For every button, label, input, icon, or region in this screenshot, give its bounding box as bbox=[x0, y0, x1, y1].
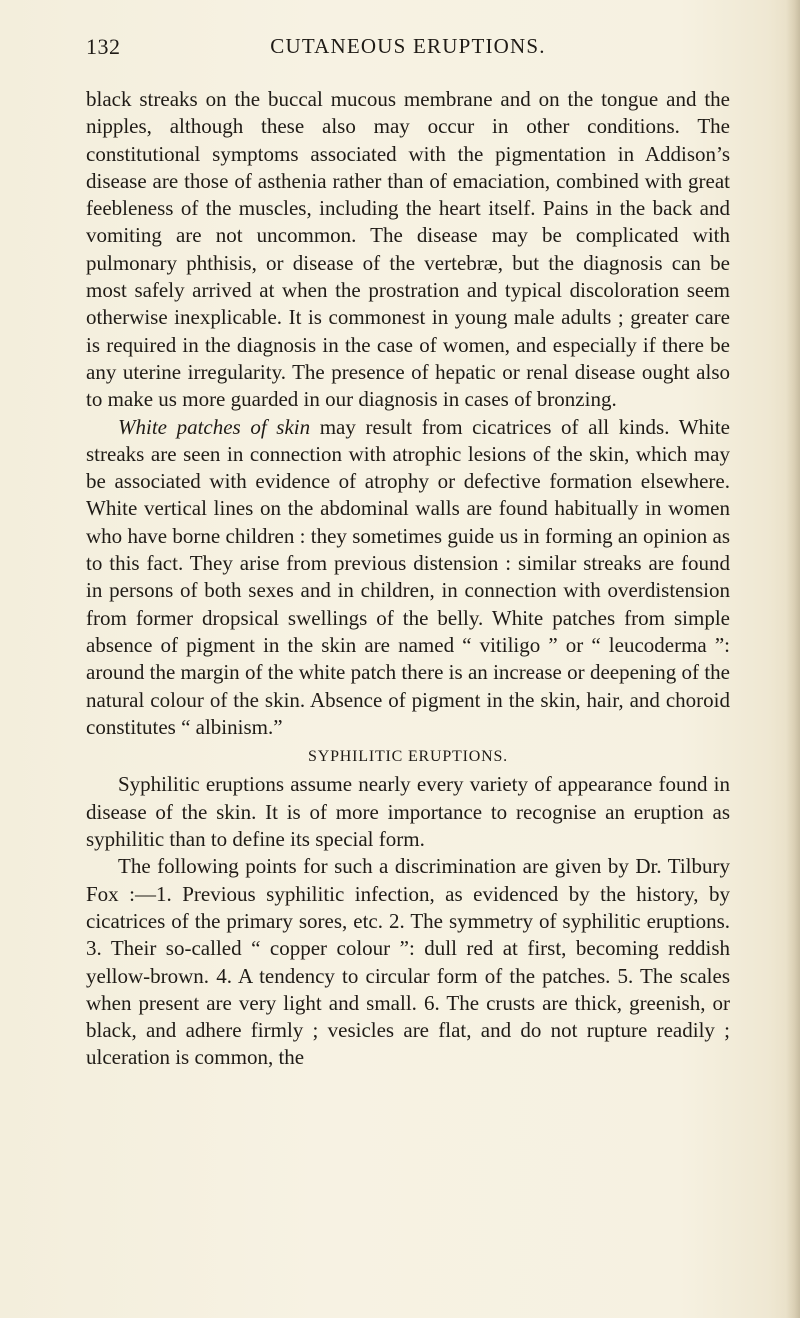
page-edge-shadow bbox=[786, 0, 800, 1318]
paragraph-discrimination-points: The following points for such a discrimination are given by Dr. Tilbury Fox :—1. Previous syphilitic infection, as evidenced by the history, by cicatrices of the primary sores, etc. 2. The symmetry of syphilitic eruptions. 3. Their so-called “ copper colour ”: dull red at first, becoming reddish yellow-brown. 4. A tendency to circular form of the patches. 5. The scales when present are very light and small. 6. The crusts are thick, greenish, or black, and adhere firmly ; vesicles are flat, and do not rupture readily ; ulceration is common, the bbox=[86, 854, 730, 1070]
page-header bbox=[86, 34, 730, 66]
white-patches-text: may result from cicatrices of all kinds. White streaks are seen in connection with atrophic lesions of the skin, which may be associated with evidence of atrophy or defective formation elsewhere. White vertical lines on the abdominal walls are found habitually in women who have borne children : they sometimes guide us in forming an opinion as to this fact. They arise from previous distension : similar streaks are found in persons of both sexes and in children, in connection with overdistension from former dropsical swellings of the belly. White patches from simple absence of pigment in the skin are named “ vitiligo ” or “ leucoderma ”: around the margin of the white patch there is an increase or deepening of the natural colour of the skin. Absence of pigment in the skin, hair, and choroid constitutes “ albinism.” bbox=[86, 414, 731, 739]
paragraph-white-patches bbox=[86, 414, 730, 742]
page-number: 132 bbox=[86, 34, 121, 59]
white-patches-lead-in: White patches of skin bbox=[118, 414, 311, 439]
running-title: CUTANEOUS ERUPTIONS. bbox=[270, 34, 546, 58]
paragraph-syphilitic-intro: Syphilitic eruptions assume nearly every variety of appearance found in disease of the skin. It is of more importance to recognise an eruption as syphilitic than to define its special form. bbox=[86, 772, 730, 852]
body-text bbox=[86, 86, 730, 1072]
section-heading: SYPHILITIC ERUPTIONS. bbox=[308, 748, 508, 766]
paragraph-addisons-disease: black streaks on the buccal mucous membrane and on the tongue and the nipples, although these also may occur in other conditions. The constitutional symptoms associated with the pigmentation in Addison’s disease are those of asthenia rather than of emaciation, combined with great feebleness of the muscles, including the heart itself. Pains in the back and vomiting are not uncommon. The disease may be complicated with pulmonary phthisis, or disease of the vertebræ, but the diagnosis can be most safely arrived at when the prostration and typical discoloration seem otherwise inexplicable. It is commonest in young male adults ; greater care is required in the diagnosis in the case of women, and especially if there be any uterine irregularity. The presence of hepatic or renal disease ought also to make us more guarded in our diagnosis in cases of bronzing. bbox=[86, 87, 730, 412]
